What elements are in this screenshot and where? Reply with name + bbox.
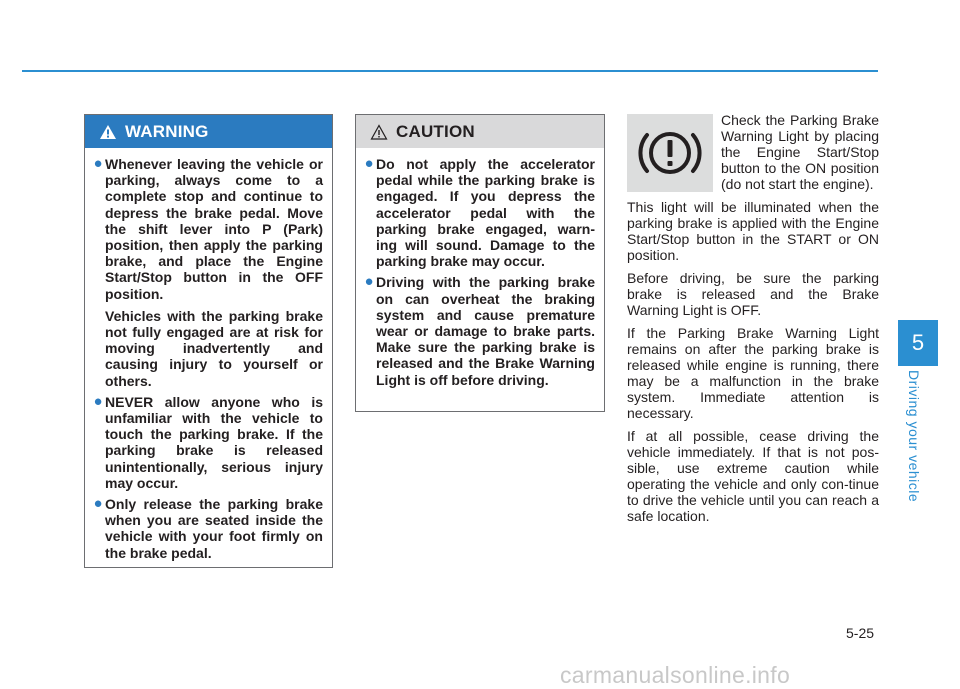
warning-header (85, 115, 332, 148)
icon-row (627, 112, 879, 192)
warning-item-text: NEVER allow anyone who is unfamiliar with the vehicle to touch the parking brake. If the parking brake is released unintentionally, serious injury may occur. (105, 393, 323, 491)
caution-item (362, 156, 595, 269)
caution-header (356, 115, 604, 148)
warning-item (91, 156, 323, 389)
bullet-icon: ● (93, 495, 103, 513)
icon-caption: Check the Parking Brake Warning Light by placing the Engine Start/Stop button to the ON position (do not start the engine). (721, 112, 879, 192)
warning-title: WARNING (125, 121, 209, 141)
section-label: Driving your vehicle (906, 370, 922, 503)
caution-title: CAUTION (396, 121, 475, 141)
body-paragraph: Before driving, be sure the parking brake is released and the Brake Warning Light is OFF. (627, 270, 879, 318)
warning-item-text: Whenever leaving the vehicle or parking, always come to a complete stop and continue to depress the brake pedal. Move the shift lever into P (Park) position, then apply the parking brake, and place the Engine Start/Stop button in the OFF position. (105, 156, 323, 302)
caution-triangle-icon (370, 124, 388, 140)
warning-item-text: Only release the parking brake when you are seated inside the vehicle with your foot firmly on the brake pedal. (105, 496, 323, 561)
bullet-icon: ● (364, 273, 374, 291)
caution-box (355, 114, 605, 412)
warning-triangle-icon (99, 124, 117, 140)
warning-item-text: Vehicles with the parking brake not fully engaged are at risk for moving inadvertently and causing injury to yourself or others. (105, 307, 323, 389)
warning-item (91, 394, 323, 491)
brake-warning-light-icon (627, 114, 713, 192)
bullet-icon: ● (93, 155, 103, 172)
warning-box (84, 114, 333, 568)
caution-item-text: Do not apply the accelerator pedal while the parking brake is engaged. If you depress the accelerator pedal with the parking brake engaged, warn-ing will sound. Damage to the parking brake may occur. (376, 156, 595, 270)
body-paragraph: If at all possible, cease driving the vehicle immediately. If that is not pos-sible, use extreme caution while operating the vehicle and only con-tinue to drive the vehicle until you can reach a safe location. (627, 428, 879, 524)
caution-item-text: Driving with the parking brake on can overheat the braking system and cause premature wear or damage to brake parts. Make sure the parking brake is released and the Brake Warning Light is off before driving. (376, 274, 595, 388)
body-paragraph: This light will be illuminated when the parking brake is applied with the Engine Start/Stop button in the START or ON position. (627, 199, 879, 263)
body-paragraph: If the Parking Brake Warning Light remains on after the parking brake is released while engine is running, there may be a malfunction in the brake system. Immediate attention is necessary. (627, 325, 879, 421)
section-number-tab: 5 (898, 320, 938, 366)
bullet-icon: ● (364, 155, 374, 172)
warning-item (91, 496, 323, 561)
watermark: carmanualsonline.info (560, 662, 791, 688)
caution-item (362, 274, 595, 387)
bullet-icon: ● (93, 392, 103, 410)
page-number: 5-25 (846, 625, 875, 641)
top-rule (22, 70, 878, 72)
main-column (627, 112, 879, 524)
